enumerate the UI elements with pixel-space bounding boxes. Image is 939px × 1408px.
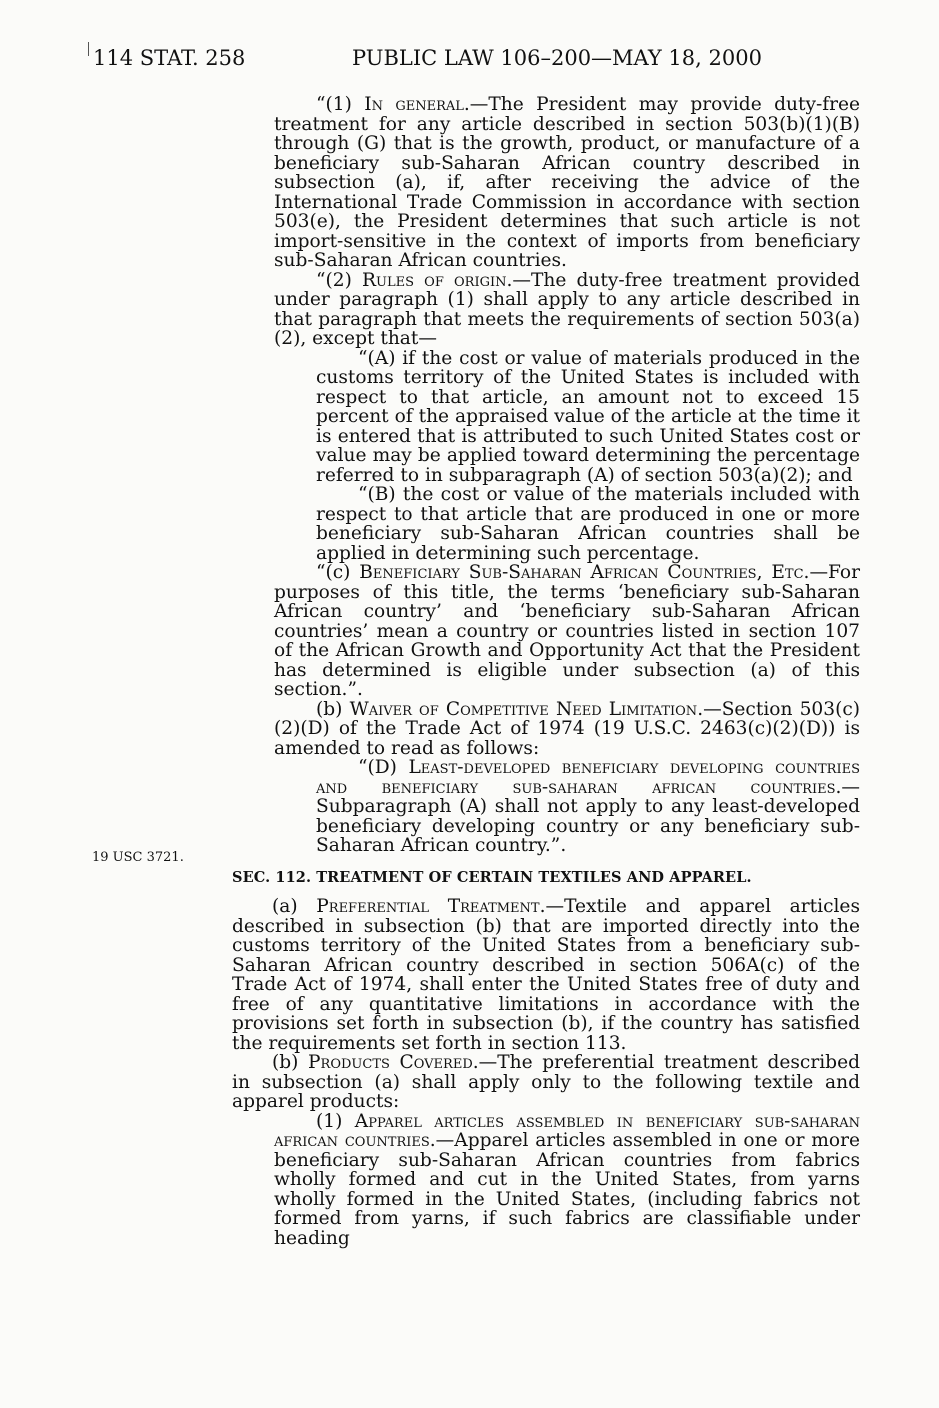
page-body bbox=[232, 95, 860, 1248]
subsection-b-waiver: (b) Waiver of Competitive Need Limitation.—Section 503(c)(2)(D) of the Trade Act of 1974 (19 U.S.C. 2463(c)(2)(D)) is amended to read as follows: bbox=[274, 698, 861, 759]
subsection-a-preferential-treatment: (a) Preferential Treatment.—Textile and apparel articles described in subsection (b) that are imported directly into the customs territory of the United States from a beneficiary sub-Saharan African country described in section 506A(c) of the Trade Act of 1974, shall enter the United States free of duty and free of any quantitative limitations in accordance with the provisions set forth in subsection (b), if the country has satisfied the requirements set forth in section 113. bbox=[232, 896, 860, 1054]
usc-margin-note: 19 USC 3721. bbox=[92, 850, 184, 865]
subparagraph-d-least-developed: “(D) Least-developed beneficiary developing countries and beneficiary sub-saharan african countries.—Subparagraph (A) shall not apply to any least-developed beneficiary developing country or any beneficiary sub-Saharan African country.”. bbox=[316, 757, 860, 856]
margin-tick bbox=[88, 42, 89, 56]
stat-citation: 114 STAT. 258 bbox=[93, 46, 246, 70]
subsection-c-definitions: “(c) Beneficiary Sub-Saharan African Countries, Etc.—For purposes of this title, the terms ‘beneficiary sub-Saharan African country’ and ‘beneficiary sub-Saharan African countries’ mean a country or countries listed in section 107 of the African Growth and Opportunity Act that the President has determined is eligible under subsection (a) of this section.”. bbox=[274, 562, 861, 700]
subparagraph-a: “(A) if the cost or value of materials produced in the customs territory of the United States is included with respect to that article, an amount not to exceed 15 percent of the appraised value of the article at the time it is entered that is attributed to such United States cost or value may be applied toward determining the percentage referred to in subparagraph (A) of section 503(a)(2); and bbox=[316, 347, 860, 486]
subparagraph-b: “(B) the cost or value of the materials included with respect to that article that are produced in one or more beneficiary sub-Saharan African countries shall be applied in determining such percentage. bbox=[316, 484, 860, 564]
running-header: PUBLIC LAW 106–200—MAY 18, 2000 bbox=[352, 46, 762, 70]
paragraph-1-in-general: “(1) In general.—The President may provide duty-free treatment for any article described in section 503(b)(1)(B) through (G) that is the growth, product, or manufacture of a beneficiary sub-Saharan African country described in subsection (a), if, after receiving the advice of the International Trade Commission in accordance with section 503(e), the President determines that such article is not import-sensitive in the context of imports from beneficiary sub-Saharan African countries. bbox=[274, 94, 861, 271]
section-112-heading: SEC. 112. TREATMENT OF CERTAIN TEXTILES AND APPAREL. bbox=[232, 868, 752, 886]
paragraph-2-rules-of-origin: “(2) Rules of origin.—The duty-free treatment provided under paragraph (1) shall apply to any article described in that paragraph that meets the requirements of section 503(a)(2), except that— bbox=[274, 269, 861, 349]
paragraph-1-apparel-articles: (1) Apparel articles assembled in beneficiary sub-saharan african countries.—Apparel articles assembled in one or more beneficiary sub-Saharan African countries from fabrics wholly formed and cut in the United States, from yarns wholly formed in the United States, (including fabrics not formed from yarns, if such fabrics are classifiable under heading bbox=[274, 1110, 860, 1249]
subsection-b-products-covered: (b) Products Covered.—The preferential treatment described in subsection (a) shall apply only to the following textile and apparel products: bbox=[232, 1052, 860, 1112]
